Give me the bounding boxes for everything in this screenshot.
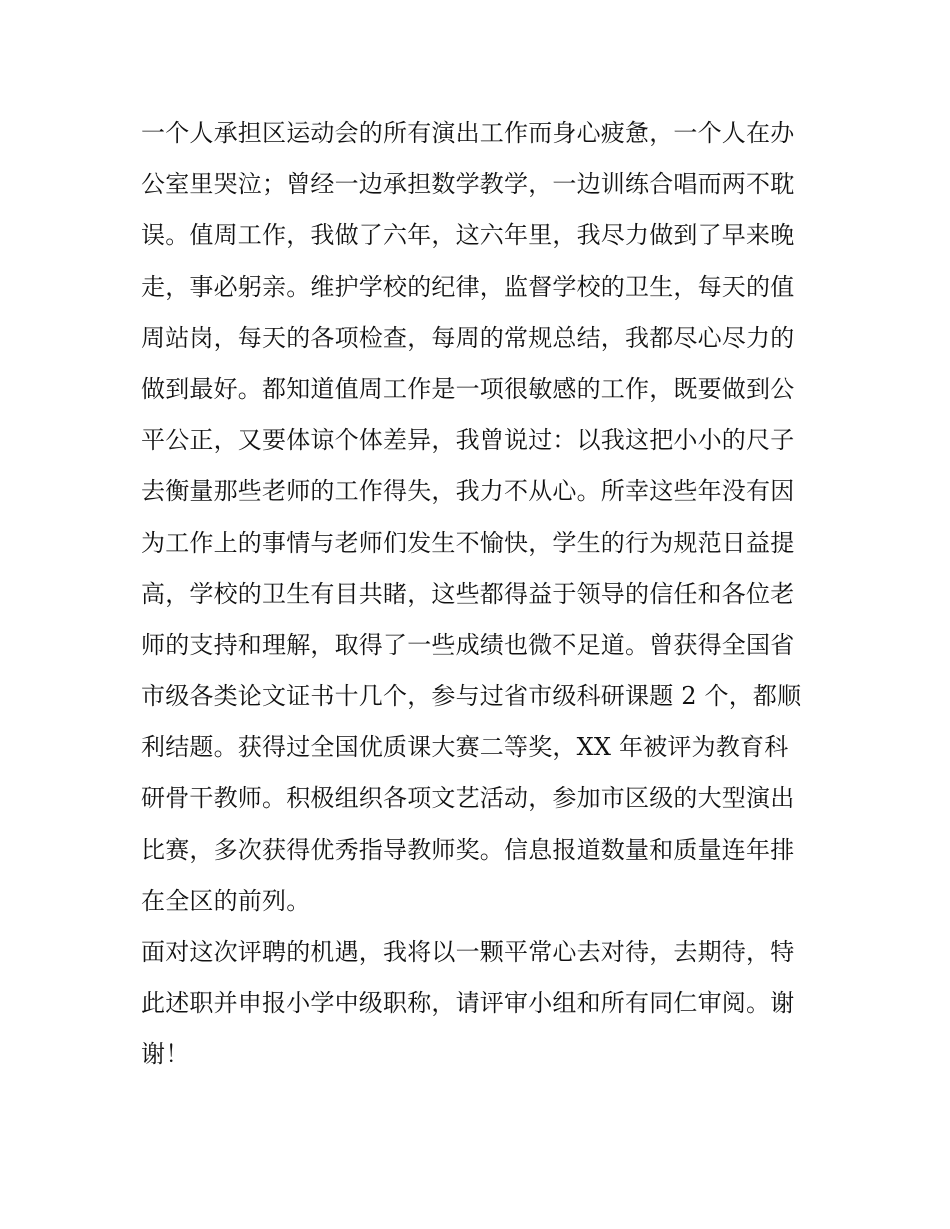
paragraph-2 [141, 927, 821, 1081]
text-line: 平公正，又要体谅个体差异，我曾说过：以我这把小小的尺子 [141, 426, 795, 455]
text-line: 公室里哭泣；曾经一边承担数学教学，一边训练合唱而两不耽 [141, 170, 795, 199]
text-line: 谢！ [141, 1040, 190, 1069]
text-line: 市级各类论文证书十几个，参与过省市级科研课题 2 个，都顺 [141, 682, 802, 711]
text-line: 走，事必躬亲。维护学校的纪律，监督学校的卫生，每天的值 [141, 272, 795, 301]
text-line: 此述职并申报小学中级职称，请评审小组和所有同仁审阅。谢 [141, 989, 795, 1018]
text-line: 比赛，多次获得优秀指导教师奖。信息报道数量和质量连年排 [141, 835, 795, 864]
text-line: 研骨干教师。积极组织各项文艺活动，参加市区级的大型演出 [141, 784, 795, 813]
text-line: 利结题。获得过全国优质课大赛二等奖，XX 年被评为教育科 [141, 733, 789, 762]
text-line: 误。值周工作，我做了六年，这六年里，我尽力做到了早来晚 [141, 221, 795, 250]
text-line: 高，学校的卫生有目共睹，这些都得益于领导的信任和各位老 [141, 579, 795, 608]
paragraph-1 [141, 108, 821, 927]
text-line: 周站岗，每天的各项检查，每周的常规总结，我都尽心尽力的 [141, 323, 795, 352]
text-line: 为工作上的事情与老师们发生不愉快，学生的行为规范日益提 [141, 528, 795, 557]
text-line: 去衡量那些老师的工作得失，我力不从心。所幸这些年没有因 [141, 477, 795, 506]
text-line: 在全区的前列。 [141, 886, 311, 915]
document-body [141, 108, 821, 1081]
text-line: 做到最好。都知道值周工作是一项很敏感的工作，既要做到公 [141, 374, 795, 403]
text-line: 一个人承担区运动会的所有演出工作而身心疲惫，一个人在办 [141, 119, 795, 147]
text-line: 师的支持和理解，取得了一些成绩也微不足道。曾获得全国省 [141, 630, 795, 659]
text-line: 面对这次评聘的机遇，我将以一颗平常心去对待，去期待，特 [141, 938, 795, 966]
